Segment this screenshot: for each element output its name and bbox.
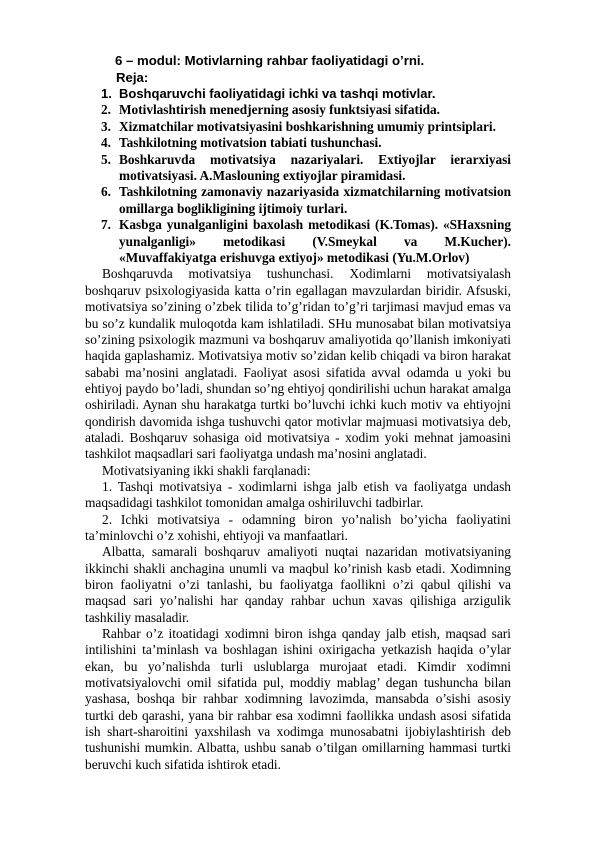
plan-item [85,217,511,266]
body-paragraph: Motivatsiyaning ikki shakli farqlanadi: [102,462,311,478]
plan-item-text: Kasbga yunalganligini baxolash metodikasi (K.Tomas). «SHaxsning yunalganligi» metodikasi (V.Smeykal va M.Kucher). «Muvaffakiyatga erishuvga extiyoj» metodikasi (Yu.M.Orlov) [119,217,511,266]
body-paragraph: 1. Tashqi motivatsiya - xodimlarni ishga jalb etish va faoliyatga undash maqsadidagi tashkilot tomonidan amalga oshiriluvchi tadbirlar. [85,478,511,511]
plan-item [85,119,511,135]
body-paragraph: Boshqaruvda motivatsiya tushunchasi. Xodimlarni motivatsiyalash boshqaruv psixologiyasida katta o’rin egallagan mavzulardan biridir. Afsuski, motivatsiya so’zining o’zbek tilida to’g’ridan to’g’ri tarjimasi mavjud emas va bu so’z kundalik muloqotda kam ishlatiladi. SHu munosabat bilan motivatsiya so’zining psixologik mazmuni va boshqaruv amaliyotida qo’llanish imkoniyati haqida gaplashamiz. Motivatsiya motiv so’zidan kelib chiqadi va biron harakat sababi ma’nosini anglatadi. Faoliyat asosi sifatida avval odamda u yoki bu ehtiyoj paydo bo’ladi, shundan so’ng ehtiyoj qondirilishi uchun harakat amalga oshiriladi. Aynan shu harakatga turtki bo’luvchi ichki kuch motiv va ehtiyojni qondirish davomida ishga tushuvchi qator motivlar majmuasi motivatsiya deb, ataladi. Boshqaruv sohasiga oid motivatsiya - xodim yoki mehnat jamoasini tashkilot maqsadlari sari faoliyatga undash ma’nosini anglatadi. [85,266,511,462]
module-title: 6 – modul: Motivlarning rahbar faoliyatidagi o’rni. [115,53,425,68]
plan-item [85,152,511,185]
plan-item-number: 1. [101,86,112,101]
body-paragraph: 2. Ichki motivatsiya - odamning biron yo’nalish bo’yicha faoliyatini ta’minlovchi o’z xohishi, ehtiyoji va manfaatlari. [85,511,511,543]
plan-item [85,184,511,217]
plan-list [85,86,511,266]
plan-item-number: 3. [101,118,111,134]
plan-item-number: 7. [101,217,111,233]
plan-item [85,102,511,118]
plan-item-text: Xizmatchilar motivatsiyasini boshkarishning umumiy printsiplari. [119,118,496,134]
plan-item-text: Tashkilotning zamonaviy nazariyasida xizmatchilarning motivatsion omillarga boglikligining ijtimoiy turlari. [119,184,511,216]
plan-item-number: 4. [101,135,111,151]
plan-item-text: Boshqaruvchi faoliyatidagi ichki va tashqi motivlar. [119,86,436,101]
plan-item-number: 6. [101,184,111,200]
body-paragraph: Albatta, samarali boshqaruv amaliyoti nuqtai nazaridan motivatsiyaning ikkinchi shakli anchagina unumli va maqbul ko’rinish kasb etadi. Xodimning biron faoliyatni o’zi tanlashi, bu faoliyatga faollikni o’zi qabul qilishi va maqsad sari yo’nalishi har qanday rahbar uchun xavas qilishiga arzigulik tashkiliy masaladir. [85,544,511,625]
plan-item [85,86,511,102]
plan-item-text: Tashkilotning motivatsion tabiati tushunchasi. [119,135,382,151]
plan-item [85,135,511,151]
plan-item-text: Motivlashtirish menedjerning asosiy funktsiyasi sifatida. [119,102,441,118]
plan-item-number: 2. [101,102,111,118]
plan-heading: Reja: [116,70,149,85]
body-paragraph: Rahbar o’z itoatidagi xodimni biron ishga qanday jalb etish, maqsad sari intilishini ta’minlash va boshlagan ishini oxirigacha yetkazish haqida o’ylar ekan, bu yo’nalishda turli uslublarga murojaat etadi. Kimdir xodimni motivatsiyalovchi omil sifatida pul, moddiy mablag’ degan tushuncha bilan yashasa, boshqa bir rahbar xodimning lavozimda, mansabda o’sishi asosiy turtki deb qarashi, yana bir rahbar esa xodimni faollikka undash asosi sifatida ish shart-sharoitini yaxshilash va xodimga munosabatni ijobiylashtirish deb tushunishi mumkin. Albatta, ushbu sanab o’tilgan omillarning hammasi turtki beruvchi kuch sifatida ishtirok etadi. [85,626,511,772]
plan-item-number: 5. [101,151,111,167]
plan-item-text: Boshkaruvda motivatsiya nazariyalari. Extiyojlar ierarxiyasi motivatsiyasi. A.Maslouning extiyojlar piramidasi. [119,151,511,184]
